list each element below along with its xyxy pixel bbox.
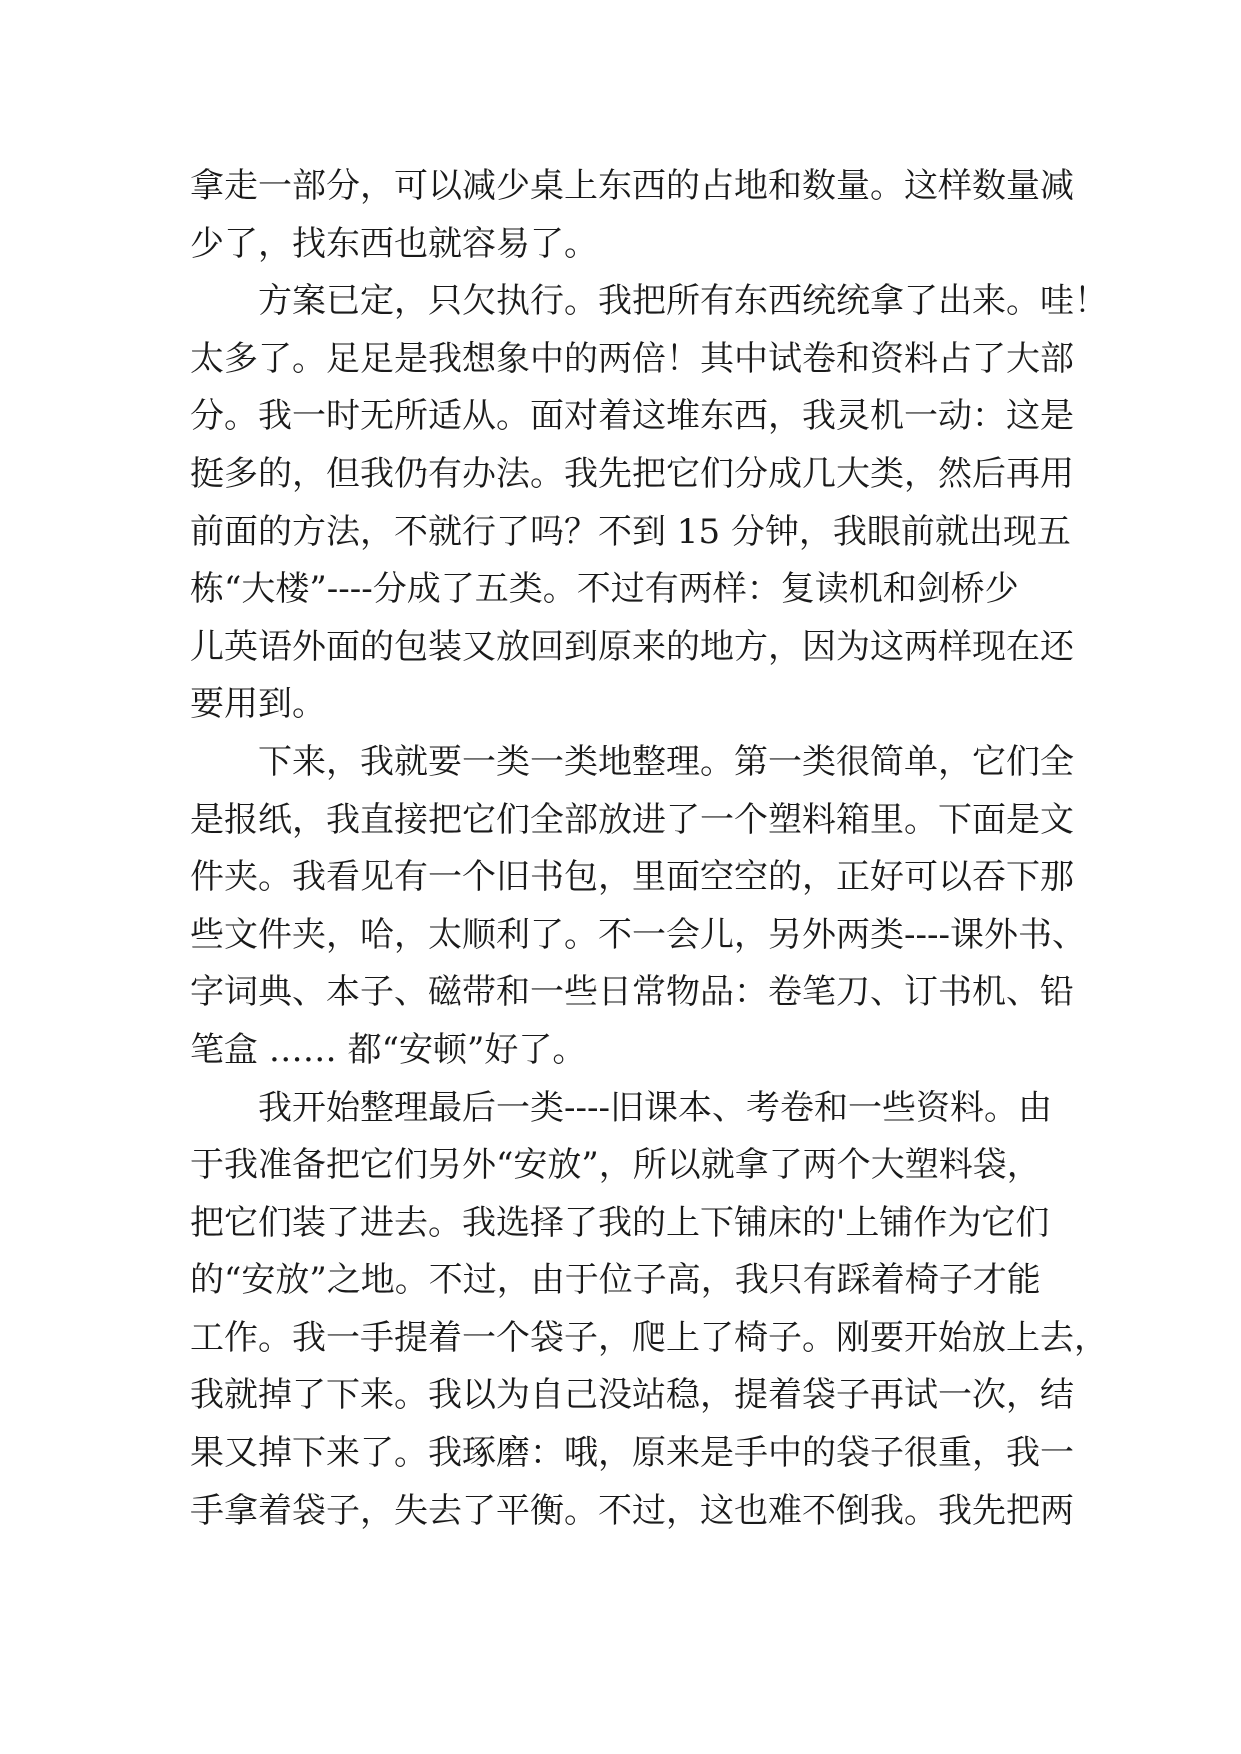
body-text xyxy=(190,158,1108,1540)
text-line: 下来，我就要一类一类地整理。第一类很简单，它们全 xyxy=(190,741,1074,782)
text-line: 件夹。我看见有一个旧书包，里面空空的，正好可以吞下那 xyxy=(190,857,1074,898)
text-line: 些文件夹，哈，太顺利了。不一会儿，另外两类----课外书、 xyxy=(190,914,1086,955)
text-line: 分。我一时无所适从。面对着这堆东西，我灵机一动：这是 xyxy=(190,396,1074,437)
text-line: 把它们装了进去。我选择了我的上下铺床的'上铺作为它们 xyxy=(190,1202,1050,1243)
text-line: 是报纸，我直接把它们全部放进了一个塑料箱里。下面是文 xyxy=(190,799,1074,840)
text-line: 字词典、本子、磁带和一些日常物品：卷笔刀、订书机、铅 xyxy=(190,972,1074,1013)
text-line: 挺多的，但我仍有办法。我先把它们分成几大类，然后再用 xyxy=(190,453,1074,494)
text-line: 我开始整理最后一类----旧课本、考卷和一些资料。由 xyxy=(190,1087,1052,1128)
text-line: 拿走一部分，可以减少桌上东西的占地和数量。这样数量减 xyxy=(190,166,1074,206)
text-line: 栋“大楼”----分成了五类。不过有两样：复读机和剑桥少 xyxy=(190,569,1019,610)
text-line: 我就掉了下来。我以为自己没站稳，提着袋子再试一次，结 xyxy=(190,1375,1074,1416)
text-line: 前面的方法，不就行了吗？不到 15 分钟，我眼前就出现五 xyxy=(190,511,1071,552)
text-line: 笔盒 …… 都“安顿”好了。 xyxy=(190,1029,587,1070)
text-line: 儿英语外面的包装又放回到原来的地方，因为这两样现在还 xyxy=(190,626,1074,667)
text-line: 少了，找东西也就容易了。 xyxy=(190,223,598,264)
text-line: 的“安放”之地。不过，由于位子高，我只有踩着椅子才能 xyxy=(190,1260,1041,1301)
text-line: 要用到。 xyxy=(190,684,326,725)
text-line: 果又掉下来了。我琢磨：哦，原来是手中的袋子很重，我一 xyxy=(190,1433,1074,1474)
text-line: 方案已定，只欠执行。我把所有东西统统拿了出来。哇！ xyxy=(190,281,1108,322)
text-line: 手拿着袋子，失去了平衡。不过，这也难不倒我。我先把两 xyxy=(190,1490,1074,1531)
text-line: 于我准备把它们另外“安放”，所以就拿了两个大塑料袋， xyxy=(190,1145,1041,1186)
text-line: 太多了。足足是我想象中的两倍！其中试卷和资料占了大部 xyxy=(190,338,1074,379)
text-line: 工作。我一手提着一个袋子，爬上了椅子。刚要开始放上去， xyxy=(190,1317,1108,1358)
